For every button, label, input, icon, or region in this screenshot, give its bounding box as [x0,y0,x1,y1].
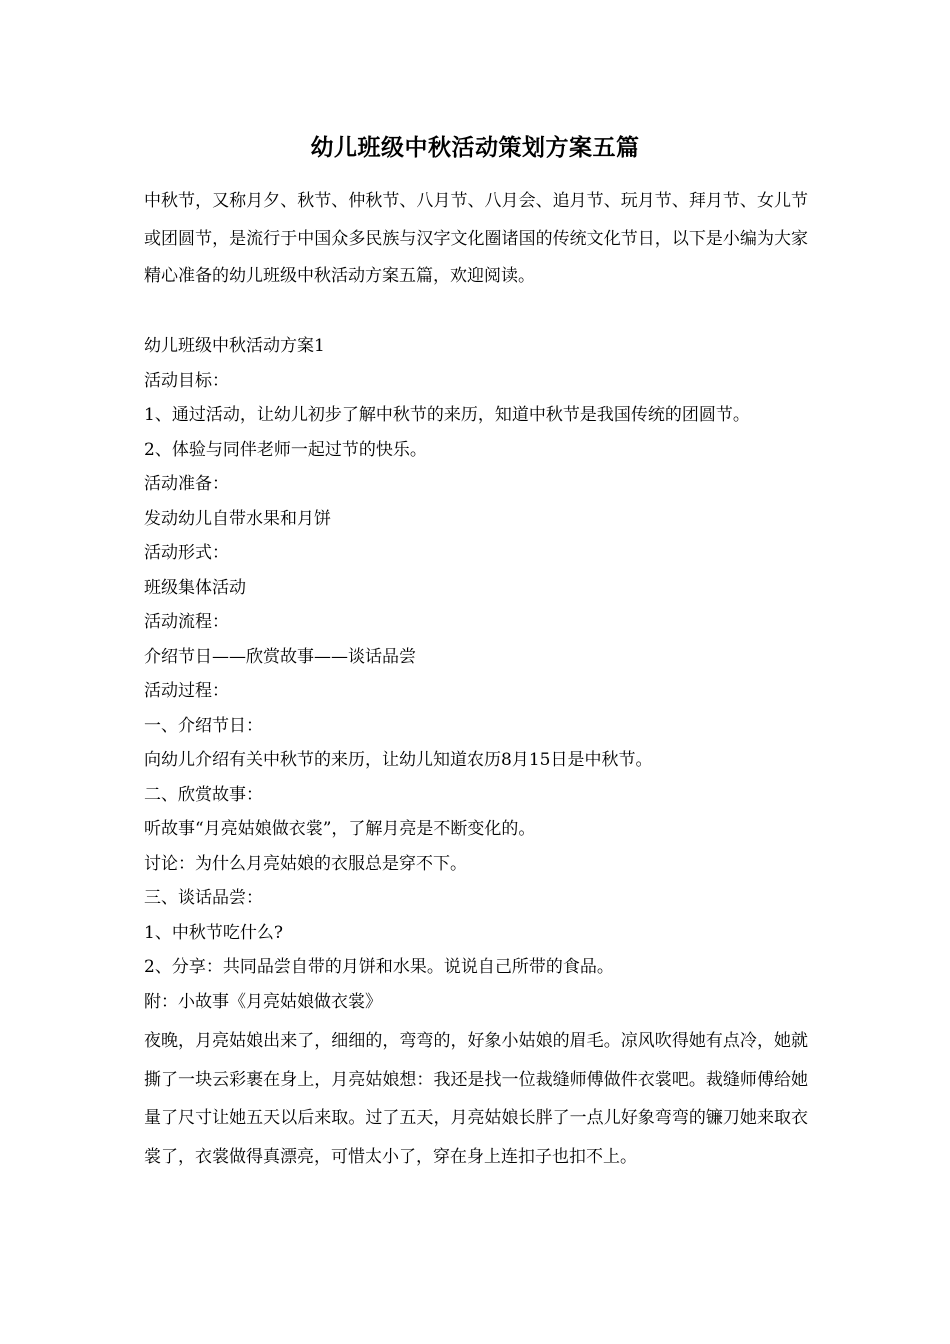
story-paragraph: 夜晚，月亮姑娘出来了，细细的，弯弯的，好象小姑娘的眉毛。凉风吹得她有点冷，她就撕了一块云彩裹在身上，月亮姑娘想：我还是找一位裁缝师傅做件衣裳吧。裁缝师傅给她量了尺寸让她五天以后来取。过了五天，月亮姑娘长胖了一点儿好象弯弯的镰刀她来取衣裳了，衣裳做得真漂亮，可惜太小了，穿在身上连扣子也扣不上。 [144,1031,808,1167]
process-step-3-heading: 三、谈话品尝： [144,888,263,908]
process-step-2-heading: 二、欣赏故事： [144,784,263,805]
process-step-1-heading: 一、介绍节日： [144,715,263,736]
intro-paragraph: 中秋节，又称月夕、秋节、仲秋节、八月节、八月会、追月节、玩月节、拜月节、女儿节或团圆节，是流行于中国众多民族与汉字文化圈诸国的传统文化节日，以下是小编为大家精心准备的幼儿班级中秋活动方案五篇，欢迎阅读。 [144,191,808,286]
process-step-2-discussion: 讨论：为什么月亮姑娘的衣服总是穿不下。 [144,853,467,874]
appendix-heading: 附：小故事《月亮姑娘做衣裳》 [144,991,382,1012]
section-label-preparation: 活动准备： [144,474,229,494]
section-label-process: 活动过程： [144,681,229,701]
format-text: 班级集体活动 [144,577,246,598]
goal-item-2: 2、体验与同伴老师一起过节的快乐。 [144,439,427,460]
process-step-3-item-2: 2、分享：共同品尝自带的月饼和水果。说说自己所带的食品。 [144,957,614,977]
flow-text: 介绍节日——欣赏故事——谈话品尝 [144,646,416,667]
plan-heading: 幼儿班级中秋活动方案1 [144,336,325,356]
process-step-3-item-1: 1、中秋节吃什么? [144,922,283,943]
process-step-2-text: 听故事“月亮姑娘做衣裳”，了解月亮是不断变化的。 [144,819,536,839]
process-step-1-text: 向幼儿介绍有关中秋节的来历，让幼儿知道农历8月15日是中秋节。 [144,750,653,770]
document-title: 幼儿班级中秋活动策划方案五篇 [310,134,640,161]
plan-body [144,329,808,1019]
preparation-text: 发动幼儿自带水果和月饼 [144,508,331,529]
goal-item-1: 1、通过活动，让幼儿初步了解中秋节的来历，知道中秋节是我国传统的团圆节。 [144,405,750,425]
section-label-flow: 活动流程： [144,612,229,632]
section-label-goals: 活动目标： [144,370,229,391]
section-label-format: 活动形式： [144,543,229,563]
